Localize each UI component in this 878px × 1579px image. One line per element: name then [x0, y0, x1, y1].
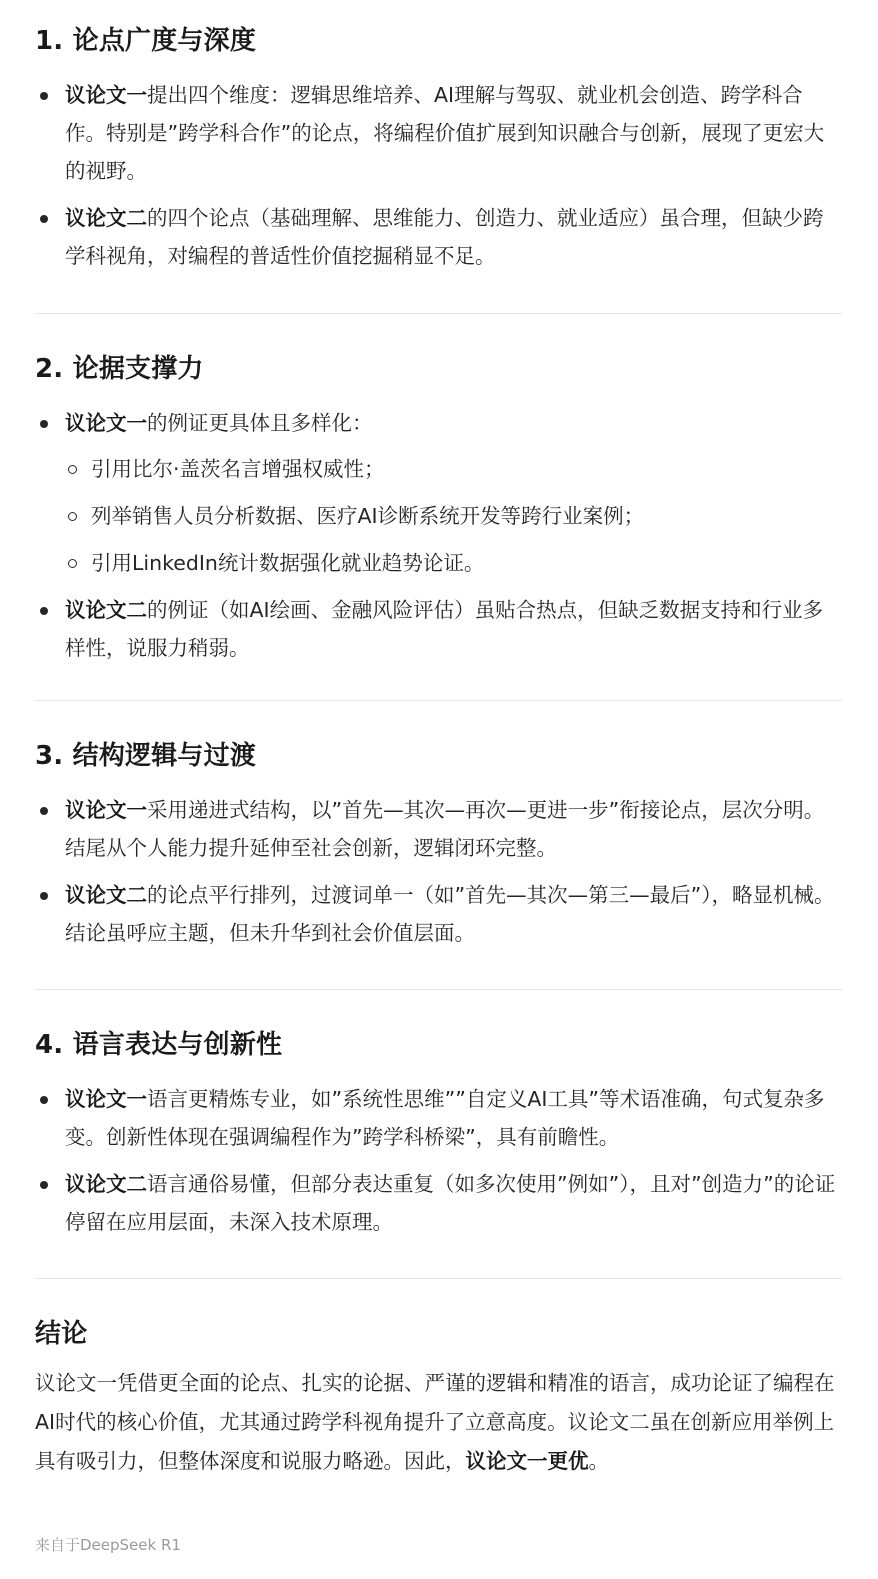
section-divider [35, 989, 842, 990]
item-text: 提出四个维度：逻辑思维培养、AI理解与驾驭、就业机会创造、跨学科合作。特别是”跨学科合作”的论点，将编程价值扩展到知识融合与创新，展现了更宏大的视野。 [65, 83, 825, 183]
essay-label: 议论文一 [65, 83, 147, 107]
conclusion-verdict: 议论文一更优 [465, 1449, 589, 1473]
section-title: 3. 结构逻辑与过渡 [35, 741, 257, 771]
list-item [35, 404, 842, 582]
bullet-list [35, 404, 842, 667]
list-item [35, 791, 842, 867]
essay-label: 议论文二 [65, 598, 147, 622]
section-divider [35, 700, 842, 701]
list-item [35, 876, 842, 952]
section-divider [35, 313, 842, 314]
essay-label: 议论文二 [65, 206, 147, 230]
sub-list [65, 450, 842, 582]
conclusion-paragraph [35, 1364, 842, 1481]
sub-list-item: 引用比尔·盖茨名言增强权威性； [65, 450, 842, 488]
list-item [35, 591, 842, 667]
section-conclusion [35, 1317, 842, 1481]
section-argument-breadth [35, 24, 842, 275]
section-divider [35, 1278, 842, 1279]
conclusion-text: 议论文一凭借更全面的论点、扎实的论据、严谨的逻辑和精准的语言，成功论证了编程在AI时代的核心价值，尤其通过跨学科视角提升了立意高度。议论文二虽在创新应用举例上具有吸引力，但整体深度和说服力略逊。因此， [35, 1371, 835, 1473]
section-title: 4. 语言表达与创新性 [35, 1030, 283, 1060]
item-text: 采用递进式结构，以”首先—其次—再次—更进一步”衔接论点，层次分明。结尾从个人能力提升延伸至社会创新，逻辑闭环完整。 [65, 798, 825, 860]
sub-list-item: 引用LinkedIn统计数据强化就业趋势论证。 [65, 544, 842, 582]
bullet-list [35, 791, 842, 952]
section-structure [35, 739, 842, 952]
item-text: 的例证（如AI绘画、金融风险评估）虽贴合热点，但缺乏数据支持和行业多样性，说服力稍弱。 [65, 598, 824, 660]
item-text: 的四个论点（基础理解、思维能力、创造力、就业适应）虽合理，但缺少跨学科视角，对编程的普适性价值挖掘稍显不足。 [65, 206, 824, 268]
essay-label: 议论文一 [65, 1087, 147, 1111]
essay-label: 议论文一 [65, 411, 147, 435]
bullet-list [35, 1080, 842, 1241]
section-title: 1. 论点广度与深度 [35, 26, 257, 56]
essay-label: 议论文二 [65, 883, 147, 907]
item-text: 语言通俗易懂，但部分表达重复（如多次使用”例如”），且对”创造力”的论证停留在应用层面，未深入技术原理。 [65, 1172, 836, 1234]
source-footer: 来自于DeepSeek R1 [35, 1536, 181, 1554]
sub-list-item: 列举销售人员分析数据、医疗AI诊断系统开发等跨行业案例； [65, 497, 842, 535]
item-text: 的论点平行排列，过渡词单一（如”首先—其次—第三—最后”），略显机械。结论虽呼应主题，但未升华到社会价值层面。 [65, 883, 835, 945]
list-item [35, 199, 842, 275]
essay-label: 议论文二 [65, 1172, 147, 1196]
list-item [35, 76, 842, 190]
item-text: 语言更精炼专业，如”系统性思维””自定义AI工具”等术语准确，句式复杂多变。创新性体现在强调编程作为”跨学科桥梁”，具有前瞻性。 [65, 1087, 825, 1149]
section-evidence [35, 352, 842, 667]
list-item [35, 1165, 842, 1241]
section-language [35, 1028, 842, 1241]
item-text: 的例证更具体且多样化： [147, 411, 373, 435]
section-title: 2. 论据支撑力 [35, 354, 204, 384]
conclusion-tail: 。 [588, 1449, 609, 1473]
bullet-list [35, 76, 842, 275]
essay-label: 议论文一 [65, 798, 147, 822]
list-item [35, 1080, 842, 1156]
conclusion-title: 结论 [35, 1319, 88, 1349]
